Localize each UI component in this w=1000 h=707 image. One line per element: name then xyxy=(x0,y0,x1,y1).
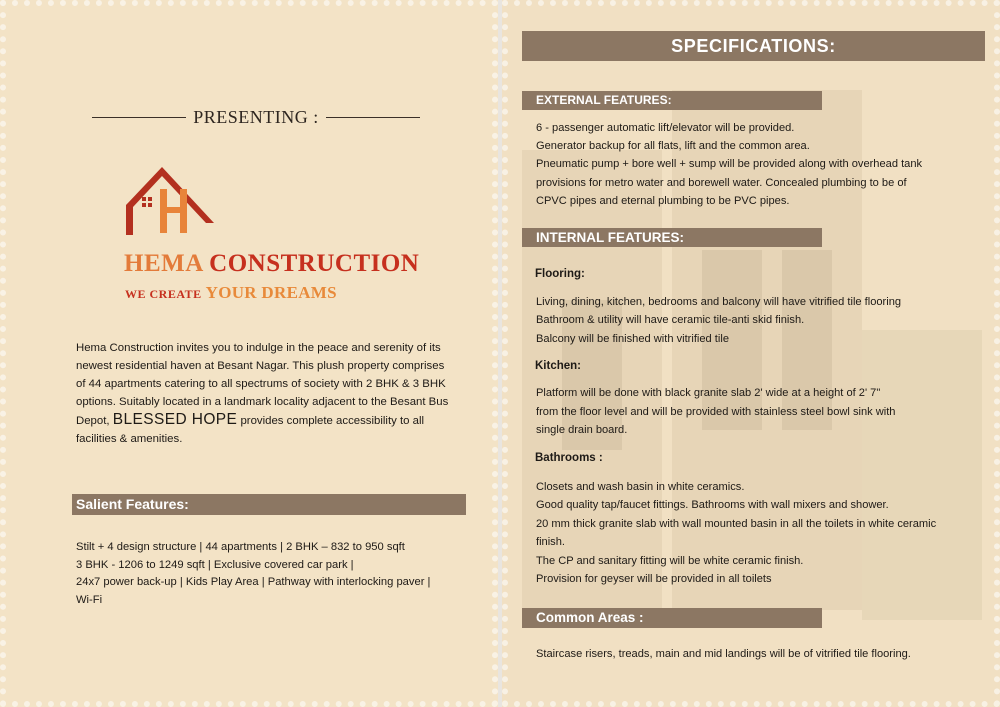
tagline-part1: WE CREATE xyxy=(125,287,202,301)
tagline xyxy=(125,283,337,303)
intro-text: Hema Construction invites you to indulge in the peace and serenity of its newest residential haven at Besant Nagar. This plush property comprises of 44 apartments catering to all spectrums of society with 2 BHK & 3 BHK options. Suitably located in a landmark locality adjacent to the Besant Bus Depot, xyxy=(76,342,449,427)
divider-left xyxy=(92,117,186,118)
presenting-heading xyxy=(92,107,420,128)
kitchen-heading: Kitchen: xyxy=(535,360,581,372)
salient-line: Stilt + 4 design structure | 44 apartments | 2 BHK – 832 to 950 sqft xyxy=(76,541,405,553)
spec-line: Pneumatic pump + bore well + sump will be provided along with overhead tank xyxy=(536,158,923,171)
spec-line: Provision for geyser will be provided in all toilets xyxy=(536,573,772,586)
spec-line: from the floor level and will be provided with stainless steel bowl sink with xyxy=(536,405,896,418)
spec-line: Good quality tap/faucet fittings. Bathrooms with wall mixers and shower. xyxy=(536,499,889,512)
spec-line: 20 mm thick granite slab with wall mounted basin in all the toilets in white ceramic xyxy=(536,517,937,530)
spec-line: Generator backup for all flats, lift and the common area. xyxy=(536,140,810,153)
spec-line: single drain board. xyxy=(536,424,628,437)
salient-line: 24x7 power back-up | Kids Play Area | Pathway with interlocking paver | xyxy=(76,576,431,588)
project-name: BLESSED HOPE xyxy=(112,411,238,428)
kitchen-list xyxy=(536,384,895,440)
spec-line: Staircase risers, treads, main and mid landings will be of vitrified tile flooring. xyxy=(536,648,911,660)
spec-line: Closets and wash basin in white ceramics. xyxy=(536,481,745,493)
salient-line: 3 BHK - 1206 to 1249 sqft | Exclusive covered car park | xyxy=(76,558,354,571)
right-page xyxy=(502,0,1000,707)
spec-line: Platform will be done with black granite slab 2' wide at a height of 2' 7" xyxy=(536,387,881,399)
external-features-heading: EXTERNAL FEATURES: xyxy=(522,91,822,110)
house-logo-icon xyxy=(122,163,218,239)
brand-name-part1: HEMA xyxy=(124,250,203,277)
salient-line: Wi-Fi xyxy=(76,593,103,606)
flooring-list xyxy=(536,293,901,348)
divider-right xyxy=(326,117,420,118)
spec-line: Living, dining, kitchen, bedrooms and balcony will have vitrified tile flooring xyxy=(536,296,902,308)
spec-line: finish. xyxy=(536,536,565,549)
spec-line: CPVC pipes and eternal plumbing to be PVC pipes. xyxy=(536,194,790,207)
brand-name xyxy=(124,250,419,278)
salient-features-heading: Salient Features: xyxy=(72,494,466,515)
common-areas-list xyxy=(536,645,911,663)
flooring-heading: Flooring: xyxy=(535,268,585,280)
bathrooms-list xyxy=(536,478,936,588)
brand-name-part2: CONSTRUCTION xyxy=(209,250,420,277)
specifications-title: SPECIFICATIONS: xyxy=(522,31,985,61)
common-areas-heading: Common Areas : xyxy=(522,608,822,628)
bathrooms-heading: Bathrooms : xyxy=(535,452,603,464)
left-page xyxy=(0,0,498,707)
spec-line: 6 - passenger automatic lift/elevator will be provided. xyxy=(536,122,795,134)
spec-line: Balcony will be finished with vitrified tile xyxy=(536,332,729,345)
intro-text-end: provides complete accessibility to all facilities & amenities. xyxy=(76,415,425,445)
salient-features-list xyxy=(76,539,456,609)
internal-features-heading: INTERNAL FEATURES: xyxy=(522,228,822,247)
external-features-list xyxy=(536,119,922,210)
tagline-part2: YOUR DREAMS xyxy=(205,283,337,302)
presenting-text: PRESENTING : xyxy=(193,107,319,127)
intro-paragraph xyxy=(76,339,456,448)
spec-line: Bathroom & utility will have ceramic tile-anti skid finish. xyxy=(536,314,805,327)
spec-line: provisions for metro water and borewell water. Concealed plumbing to be of xyxy=(536,176,907,189)
spec-line: The CP and sanitary fitting will be white ceramic finish. xyxy=(536,554,804,567)
